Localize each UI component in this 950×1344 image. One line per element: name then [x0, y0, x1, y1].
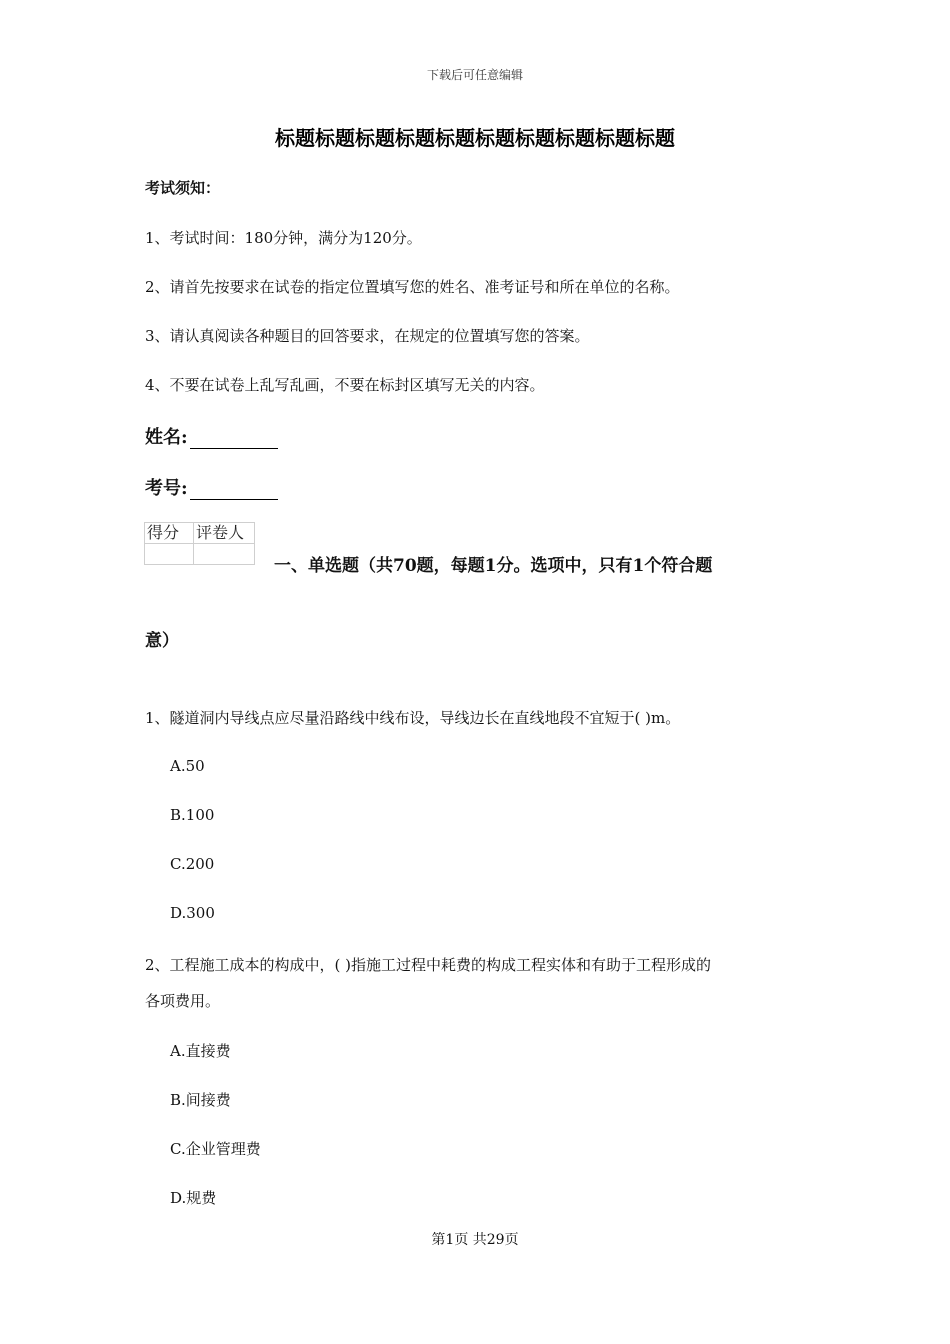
question-text: 2、工程施工成本的构成中，( )指施工过程中耗费的构成工程实体和有助于工程形成的: [145, 956, 712, 974]
instruction-item: 2、请首先按要求在试卷的指定位置填写您的姓名、准考证号和所在单位的名称。: [145, 278, 680, 296]
question-option[interactable]: D.300: [170, 904, 215, 922]
section-title: 一、单选题（共70题，每题1分。选项中，只有1个符合题: [274, 556, 713, 576]
page-footer: 第1页 共29页: [431, 1232, 519, 1248]
score-table: [144, 522, 255, 565]
exam-number-field[interactable]: [145, 474, 278, 500]
instruction-item: 3、请认真阅读各种题目的回答要求，在规定的位置填写您的答案。: [145, 327, 590, 345]
instruction-item: 1、考试时间：180分钟，满分为120分。: [145, 229, 422, 247]
score-cell[interactable]: [145, 544, 194, 565]
instructions-heading: 考试须知：: [145, 179, 221, 197]
score-header: 得分: [145, 523, 194, 544]
header-note: 下载后可任意编辑: [426, 68, 523, 82]
question-option[interactable]: B.间接费: [170, 1091, 231, 1109]
name-field[interactable]: [145, 423, 278, 449]
question-option[interactable]: C.企业管理费: [170, 1140, 261, 1158]
question-option[interactable]: C.200: [170, 855, 215, 873]
name-label: 姓名:: [145, 427, 188, 448]
exam-number-blank[interactable]: [190, 479, 278, 500]
question-option[interactable]: B.100: [170, 806, 215, 824]
document-title: 标题标题标题标题标题标题标题标题标题标题: [275, 126, 675, 150]
grader-header: 评卷人: [194, 523, 255, 544]
question-option[interactable]: A.直接费: [170, 1042, 231, 1060]
question-text: 1、隧道洞内导线点应尽量沿路线中线布设，导线边长在直线地段不宜短于( )m。: [145, 709, 681, 727]
grader-cell[interactable]: [194, 544, 255, 565]
exam-number-label: 考号:: [145, 478, 188, 499]
question-text-continued: 各项费用。: [145, 992, 221, 1010]
question-option[interactable]: D.规费: [170, 1189, 217, 1207]
section-title-continued: 意）: [145, 631, 179, 651]
instruction-item: 4、不要在试卷上乱写乱画，不要在标封区填写无关的内容。: [145, 376, 545, 394]
question-option[interactable]: A.50: [170, 757, 205, 775]
name-blank[interactable]: [190, 428, 278, 449]
